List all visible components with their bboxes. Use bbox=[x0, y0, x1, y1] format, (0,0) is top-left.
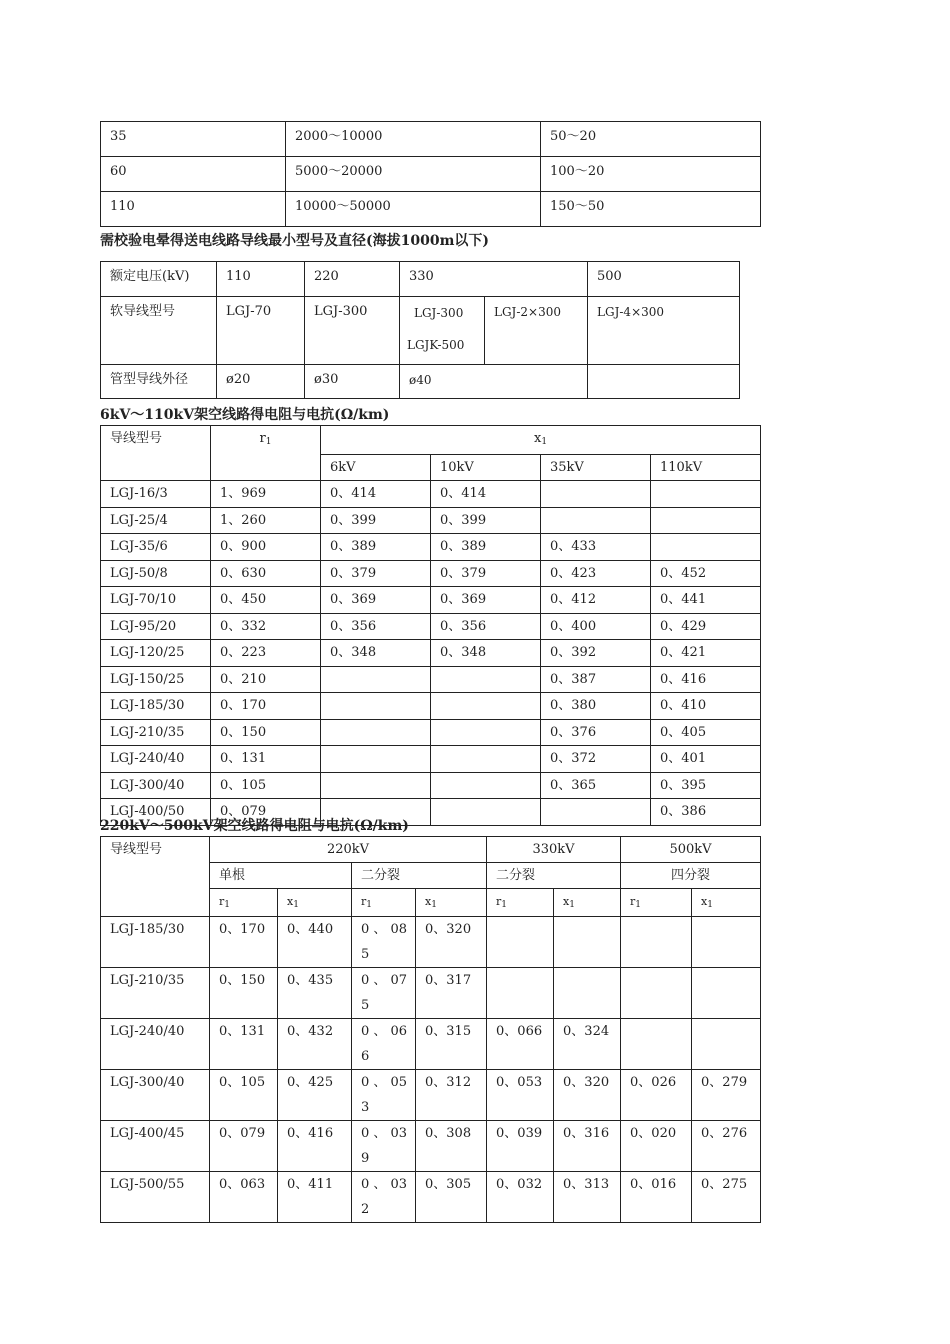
cell bbox=[431, 746, 541, 773]
cell: 0、332 bbox=[211, 613, 321, 640]
cell: 1、260 bbox=[211, 507, 321, 534]
cell: 0、423 bbox=[541, 560, 651, 587]
cell: 0、369 bbox=[431, 587, 541, 614]
cell bbox=[487, 968, 554, 1019]
cell: 0、308 bbox=[416, 1121, 487, 1172]
table-row bbox=[101, 746, 761, 773]
cell: 0、380 bbox=[541, 693, 651, 720]
resistance-table-title-220-500kv: 220kV～500kV架空线路得电阻与电抗(Ω/km) bbox=[100, 818, 409, 834]
cell: 0、435 bbox=[278, 968, 352, 1019]
cell: LGJ-70/10 bbox=[101, 587, 211, 614]
subscript: 1 bbox=[224, 900, 230, 910]
cell: 0、401 bbox=[651, 746, 761, 773]
cell: 0、053 bbox=[487, 1070, 554, 1121]
corona-check-table bbox=[100, 261, 740, 399]
cell: 0、223 bbox=[211, 640, 321, 667]
cell: 0、079 bbox=[211, 799, 321, 826]
cell bbox=[400, 297, 485, 365]
cell: 110 bbox=[101, 192, 286, 227]
cell: LGJ-2×300 bbox=[485, 297, 588, 365]
subscript: 1 bbox=[635, 900, 642, 910]
cell: 0、032 bbox=[487, 1172, 554, 1223]
table-row bbox=[101, 772, 761, 799]
header-voltage: 35kV bbox=[541, 454, 651, 481]
cell: 0、026 bbox=[621, 1070, 692, 1121]
table-row bbox=[101, 507, 761, 534]
cell: 0、429 bbox=[651, 613, 761, 640]
table-row bbox=[101, 693, 761, 720]
cell: LGJ-185/30 bbox=[101, 693, 211, 720]
subscript: 1 bbox=[366, 900, 372, 910]
cell: 110 bbox=[217, 262, 305, 297]
cell: 0、416 bbox=[278, 1121, 352, 1172]
header-330kv: 330kV bbox=[487, 837, 621, 863]
cell: 0、414 bbox=[321, 481, 431, 508]
cell: 0、395 bbox=[651, 772, 761, 799]
cell: 0、079 bbox=[210, 1121, 278, 1172]
cell: 1、969 bbox=[211, 481, 321, 508]
cell: 0、376 bbox=[541, 719, 651, 746]
cell: 0、411 bbox=[278, 1172, 352, 1223]
cell: LGJ-35/6 bbox=[101, 534, 211, 561]
header-x1 bbox=[278, 889, 352, 917]
cell: 0、305 bbox=[416, 1172, 487, 1223]
table-row bbox=[101, 666, 761, 693]
cell: 500 bbox=[588, 262, 740, 297]
cell: 0、320 bbox=[554, 1070, 621, 1121]
cell: LGJ-300/40 bbox=[101, 1070, 210, 1121]
cell: 0、150 bbox=[211, 719, 321, 746]
header-split2: 二分裂 bbox=[352, 863, 487, 889]
resistance-reactance-table-6-110kv bbox=[100, 425, 761, 826]
table-row bbox=[101, 968, 761, 1019]
cell: 0、210 bbox=[211, 666, 321, 693]
cell: 150～50 bbox=[541, 192, 761, 227]
cell: 0、410 bbox=[651, 693, 761, 720]
cell bbox=[541, 799, 651, 826]
subscript: 1 bbox=[293, 900, 299, 910]
cell: LGJ-240/40 bbox=[101, 746, 211, 773]
cell: 0、392 bbox=[541, 640, 651, 667]
cell: 0、416 bbox=[651, 666, 761, 693]
cell: 管型导线外径 bbox=[101, 365, 217, 399]
cell bbox=[621, 917, 692, 968]
cell: 0、317 bbox=[416, 968, 487, 1019]
cell bbox=[321, 746, 431, 773]
table-row bbox=[101, 917, 761, 968]
cell bbox=[651, 534, 761, 561]
cell: 10000～50000 bbox=[286, 192, 541, 227]
table-row bbox=[101, 640, 761, 667]
cell: 0、315 bbox=[416, 1019, 487, 1070]
cell: 0 、 08 5 bbox=[352, 917, 416, 968]
header-r1 bbox=[210, 889, 278, 917]
cell: 60 bbox=[101, 157, 286, 192]
cell: ø40 bbox=[400, 365, 588, 399]
r-label: r bbox=[496, 895, 502, 908]
cell: 0、105 bbox=[210, 1070, 278, 1121]
header-model: 导线型号 bbox=[101, 426, 211, 481]
header-split4: 四分裂 bbox=[621, 863, 761, 889]
subscript: 1 bbox=[569, 900, 575, 910]
x-label: x bbox=[287, 895, 294, 908]
cell: 0、414 bbox=[431, 481, 541, 508]
cell: 0、170 bbox=[210, 917, 278, 968]
table-row bbox=[101, 560, 761, 587]
cell: 0、348 bbox=[431, 640, 541, 667]
cell bbox=[621, 1019, 692, 1070]
cell: 0、379 bbox=[321, 560, 431, 587]
cell: LGJ-70 bbox=[217, 297, 305, 365]
cell: 100～20 bbox=[541, 157, 761, 192]
cell bbox=[431, 719, 541, 746]
cell: 0、016 bbox=[621, 1172, 692, 1223]
header-500kv: 500kV bbox=[621, 837, 761, 863]
cell: LGJ-240/40 bbox=[101, 1019, 210, 1070]
cell: 0、386 bbox=[651, 799, 761, 826]
cell bbox=[692, 917, 761, 968]
header-220kv: 220kV bbox=[210, 837, 487, 863]
cell: 额定电压(kV) bbox=[101, 262, 217, 297]
table-row bbox=[101, 1172, 761, 1223]
cell: 0、063 bbox=[210, 1172, 278, 1223]
cell: 0 、 05 3 bbox=[352, 1070, 416, 1121]
cell: LGJ-500/55 bbox=[101, 1172, 210, 1223]
cell: LGJ-210/35 bbox=[101, 719, 211, 746]
cell: 0、379 bbox=[431, 560, 541, 587]
cell: 软导线型号 bbox=[101, 297, 217, 365]
cell: 0、066 bbox=[487, 1019, 554, 1070]
cell bbox=[321, 719, 431, 746]
cell: LGJ-185/30 bbox=[101, 917, 210, 968]
header-voltage: 6kV bbox=[321, 454, 431, 481]
r-label: r bbox=[361, 895, 367, 908]
subscript: 1 bbox=[265, 437, 272, 447]
cell: LGJ-4×300 bbox=[588, 297, 740, 365]
cell bbox=[431, 693, 541, 720]
resistance-reactance-table-220-500kv bbox=[100, 836, 761, 1223]
header-r1 bbox=[211, 426, 321, 481]
cell: LGJ-120/25 bbox=[101, 640, 211, 667]
resistance-table-title-6-110kv: 6kV～110kV架空线路得电阻与电抗(Ω/km) bbox=[100, 407, 390, 423]
cell: 0、440 bbox=[278, 917, 352, 968]
cell: LGJ-95/20 bbox=[101, 613, 211, 640]
cell: 0 、 07 5 bbox=[352, 968, 416, 1019]
cell: 0、452 bbox=[651, 560, 761, 587]
cell: LGJ-300 bbox=[305, 297, 400, 365]
table-row bbox=[101, 1019, 761, 1070]
cell: 0、131 bbox=[210, 1019, 278, 1070]
cell: 0、365 bbox=[541, 772, 651, 799]
header-x1 bbox=[692, 889, 761, 917]
x-label: x bbox=[425, 895, 432, 908]
cell bbox=[431, 666, 541, 693]
x-label: x bbox=[701, 895, 708, 908]
cell: LGJ-16/3 bbox=[101, 481, 211, 508]
cell-line: LGJ-300 bbox=[414, 306, 464, 320]
cell: 0、313 bbox=[554, 1172, 621, 1223]
cell: 0、105 bbox=[211, 772, 321, 799]
cell: 0、170 bbox=[211, 693, 321, 720]
cell: 0、441 bbox=[651, 587, 761, 614]
cell: ø30 bbox=[305, 365, 400, 399]
cell: 0、324 bbox=[554, 1019, 621, 1070]
header-x1 bbox=[416, 889, 487, 917]
cell: 0、312 bbox=[416, 1070, 487, 1121]
header-r1 bbox=[352, 889, 416, 917]
table-row bbox=[101, 481, 761, 508]
cell: 0、433 bbox=[541, 534, 651, 561]
cell: LGJ-25/4 bbox=[101, 507, 211, 534]
r-label: r bbox=[259, 431, 266, 446]
cell: 0、372 bbox=[541, 746, 651, 773]
cell: 0、320 bbox=[416, 917, 487, 968]
cell: 0、369 bbox=[321, 587, 431, 614]
cell: 0、630 bbox=[211, 560, 321, 587]
table-row bbox=[101, 157, 761, 192]
cell: 0 、 03 9 bbox=[352, 1121, 416, 1172]
header-single: 单根 bbox=[210, 863, 352, 889]
cell: 0 、 06 6 bbox=[352, 1019, 416, 1070]
header-voltage: 10kV bbox=[431, 454, 541, 481]
table-row bbox=[101, 1121, 761, 1172]
cell: 0、399 bbox=[431, 507, 541, 534]
cell: 0、450 bbox=[211, 587, 321, 614]
cell: 50～20 bbox=[541, 122, 761, 157]
cell: 0、276 bbox=[692, 1121, 761, 1172]
voltage-range-table bbox=[100, 121, 761, 227]
cell: LGJ-400/50 bbox=[101, 799, 211, 826]
cell bbox=[321, 772, 431, 799]
cell: 0、348 bbox=[321, 640, 431, 667]
table-row bbox=[101, 719, 761, 746]
subscript: 1 bbox=[501, 900, 508, 910]
x-label: x bbox=[533, 431, 542, 446]
table-row bbox=[101, 534, 761, 561]
table-row bbox=[101, 613, 761, 640]
subscript: 1 bbox=[541, 437, 548, 447]
header-x1 bbox=[554, 889, 621, 917]
header-r1 bbox=[621, 889, 692, 917]
table-row bbox=[101, 1070, 761, 1121]
cell bbox=[431, 799, 541, 826]
cell: LGJ-210/35 bbox=[101, 968, 210, 1019]
subscript: 1 bbox=[431, 900, 437, 910]
cell: 0、316 bbox=[554, 1121, 621, 1172]
cell bbox=[431, 772, 541, 799]
cell: 0、039 bbox=[487, 1121, 554, 1172]
header-model: 导线型号 bbox=[101, 837, 210, 917]
cell: 0、425 bbox=[278, 1070, 352, 1121]
cell: 330 bbox=[400, 262, 588, 297]
cell: 0、399 bbox=[321, 507, 431, 534]
cell: ø20 bbox=[217, 365, 305, 399]
cell: 5000～20000 bbox=[286, 157, 541, 192]
table-row bbox=[101, 192, 761, 227]
x-label: x bbox=[563, 895, 570, 908]
cell: 0、389 bbox=[321, 534, 431, 561]
cell: 0、279 bbox=[692, 1070, 761, 1121]
cell bbox=[541, 507, 651, 534]
cell: 0、356 bbox=[431, 613, 541, 640]
cell: 0 、 03 2 bbox=[352, 1172, 416, 1223]
header-voltage: 110kV bbox=[651, 454, 761, 481]
cell: 0、020 bbox=[621, 1121, 692, 1172]
cell: 0、275 bbox=[692, 1172, 761, 1223]
cell bbox=[321, 666, 431, 693]
cell: 0、421 bbox=[651, 640, 761, 667]
r-label: r bbox=[630, 895, 636, 908]
cell bbox=[554, 968, 621, 1019]
cell: 0、389 bbox=[431, 534, 541, 561]
cell: 220 bbox=[305, 262, 400, 297]
header-r1 bbox=[487, 889, 554, 917]
table-row bbox=[101, 122, 761, 157]
cell: 0、400 bbox=[541, 613, 651, 640]
cell bbox=[692, 1019, 761, 1070]
cell bbox=[651, 481, 761, 508]
cell bbox=[621, 968, 692, 1019]
cell-line: LGJK-500 bbox=[407, 338, 465, 352]
r-label: r bbox=[219, 895, 225, 908]
cell: 2000～10000 bbox=[286, 122, 541, 157]
cell bbox=[692, 968, 761, 1019]
cell: 0、432 bbox=[278, 1019, 352, 1070]
cell: LGJ-150/25 bbox=[101, 666, 211, 693]
cell: LGJ-400/45 bbox=[101, 1121, 210, 1172]
cell: LGJ-50/8 bbox=[101, 560, 211, 587]
cell bbox=[321, 693, 431, 720]
cell: 0、150 bbox=[210, 968, 278, 1019]
header-split2: 二分裂 bbox=[487, 863, 621, 889]
table-row bbox=[101, 587, 761, 614]
cell: 35 bbox=[101, 122, 286, 157]
cell bbox=[487, 917, 554, 968]
cell: 0、900 bbox=[211, 534, 321, 561]
corona-table-title: 需校验电晕得送电线路导线最小型号及直径(海拔1000m以下) bbox=[100, 233, 490, 249]
subscript: 1 bbox=[707, 900, 713, 910]
cell: LGJ-300/40 bbox=[101, 772, 211, 799]
header-x1 bbox=[321, 426, 761, 455]
cell: 0、356 bbox=[321, 613, 431, 640]
cell bbox=[651, 507, 761, 534]
cell bbox=[588, 365, 740, 399]
cell bbox=[554, 917, 621, 968]
cell: 0、131 bbox=[211, 746, 321, 773]
cell: 0、405 bbox=[651, 719, 761, 746]
cell bbox=[541, 481, 651, 508]
cell: 0、412 bbox=[541, 587, 651, 614]
cell: 0、387 bbox=[541, 666, 651, 693]
